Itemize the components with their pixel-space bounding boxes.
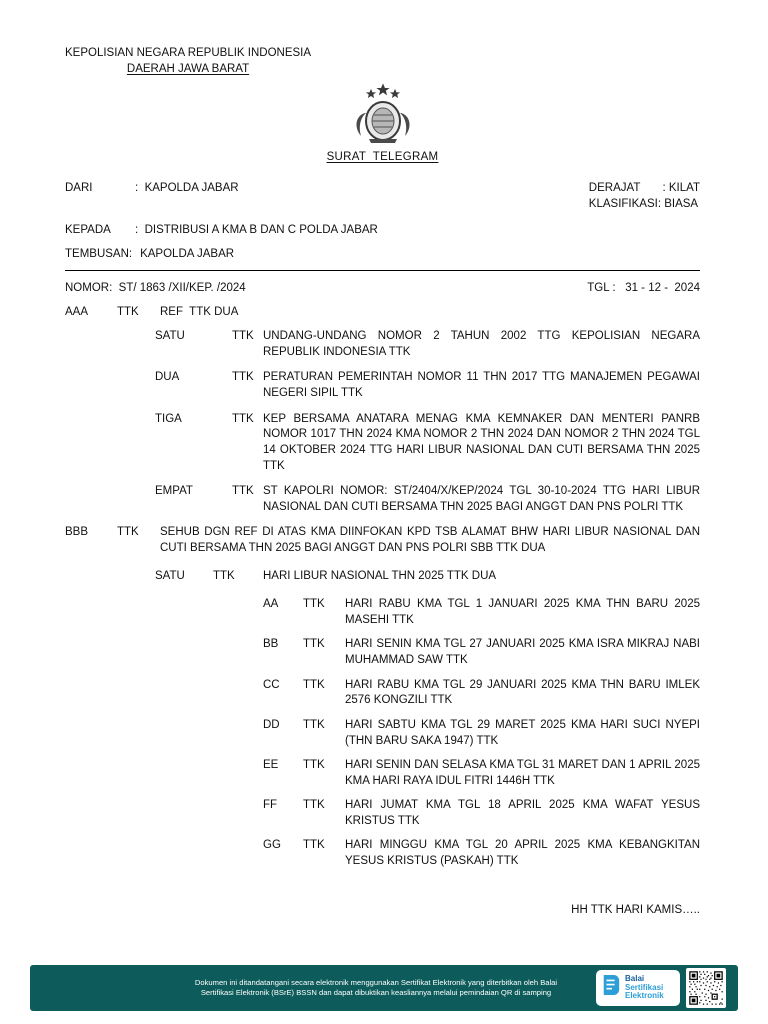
holiday-ttk: TTK: [303, 799, 325, 812]
ref-text: PERATURAN PEMERINTAH NOMOR 11 THN 2017 TTG MANAJEMEN PEGAWAI NEGERI SIPIL TTK: [263, 371, 700, 400]
holiday-label: AA: [263, 598, 279, 611]
bbb-ttk: TTK: [117, 526, 139, 539]
tgl-value: TGL : 31 - 12 - 2024: [587, 281, 700, 294]
telegram-header-fields: [65, 181, 700, 262]
bsre-logo-icon: [601, 972, 621, 1004]
satu2-label: SATU: [155, 569, 185, 582]
dari-label: DARI: [65, 182, 93, 195]
klasifikasi-line: KLASIFIKASI: BIASA: [588, 198, 699, 211]
holiday-ttk: TTK: [303, 758, 325, 771]
field-kepada: [65, 223, 700, 239]
holiday-ttk: TTK: [303, 678, 325, 691]
holiday-label: BB: [263, 638, 279, 651]
field-nomor-tgl: [65, 281, 700, 297]
ref-item-satu: [155, 329, 700, 361]
ref-item-empat: [155, 484, 700, 516]
polri-emblem-logo: [65, 82, 700, 148]
tembusan-value: KAPOLDA JABAR: [140, 247, 235, 260]
ref-label: EMPAT: [155, 485, 193, 498]
bsre-logo: [596, 970, 680, 1006]
ref-text: KEP BERSAMA ANATARA MENAG KMA KEMNAKER DAN MENTERI PANRB NOMOR 1017 THN 2024 KMA NOMOR 2 THN 2024 DAN NOMOR 2 THN 2024 TGL 14 OKTOBER 2024 TTG HARI LIBUR NASIONAL DAN CUTI BERSAMA THN 2025 TTK: [263, 412, 700, 472]
holiday-item-ee: [263, 758, 700, 790]
org-name: KEPOLISIAN NEGARA REPUBLIK INDONESIA: [65, 47, 312, 59]
holiday-label: DD: [263, 718, 280, 731]
holiday-text: HARI RABU KMA TGL 29 JANUARI 2025 KMA THN BARU IMLEK 2576 KONGZILI TTK: [345, 678, 700, 707]
holiday-label: GG: [263, 839, 281, 852]
holiday-item-cc: [263, 678, 700, 710]
kepada-value: : DISTRIBUSI A KMA B DAN C POLDA JABAR: [135, 224, 378, 237]
holiday-item-dd: [263, 718, 700, 750]
ref-text: ST KAPOLRI NOMOR: ST/2404/X/KEP/2024 TGL 30-10-2024 TTG HARI LIBUR NASIONAL DAN CUTI BERSAMA THN 2025 BAGI ANGGT DAN PNS POLRI TTK: [263, 485, 700, 514]
kepada-label: KEPADA: [65, 224, 111, 237]
holiday-item-bb: [263, 637, 700, 669]
letterhead: [65, 46, 311, 78]
aaa-ttk: TTK: [117, 305, 139, 318]
bbb-label: BBB: [65, 526, 89, 539]
qr-code: [686, 968, 726, 1008]
holiday-item-ff: [263, 798, 700, 830]
page-continuation-catchword: HH TTK HARI KAMIS…..: [571, 903, 700, 916]
bbb-text: SEHUB DGN REF DI ATAS KMA DIINFOKAN KPD TSB ALAMAT BHW HARI LIBUR NASIONAL DAN CUTI BERSAMA THN 2025 BAGI ANGGT DAN PNS POLRI SBB TTK DUA: [160, 526, 700, 555]
bsre-logo-text: [625, 975, 664, 1001]
ref-text: UNDANG-UNDANG NOMOR 2 TAHUN 2002 TTG KEPOLISIAN NEGARA REPUBLIK INDONESIA TTK: [263, 330, 700, 359]
ref-item-tiga: [155, 412, 700, 475]
holiday-label: CC: [263, 678, 280, 691]
ref-ttk: TTK: [232, 330, 254, 343]
satu2-text: HARI LIBUR NASIONAL THN 2025 TTK DUA: [263, 569, 497, 582]
tembusan-label: TEMBUSAN:: [65, 247, 133, 260]
holiday-label: EE: [263, 758, 279, 771]
aaa-text: REF TTK DUA: [160, 305, 239, 318]
disclaimer-line1: Dokumen ini ditandatangani secara elektronik menggunakan Sertifikat Elektronik yang diterbitkan oleh Balai: [194, 977, 558, 987]
holiday-ttk: TTK: [303, 598, 325, 611]
ref-label: DUA: [155, 371, 180, 384]
nomor-value: NOMOR: ST/ 1863 /XII/KEP. /2024: [65, 281, 246, 294]
document-title: SURAT TELEGRAM: [326, 150, 439, 163]
holiday-item-gg: [263, 838, 700, 870]
holiday-text: HARI SENIN DAN SELASA KMA TGL 31 MARET DAN 1 APRIL 2025 KMA HARI RAYA IDUL FITRI 1446H TTK: [345, 758, 700, 787]
holiday-text: HARI JUMAT KMA TGL 18 APRIL 2025 KMA WAFAT YESUS KRISTUS TTK: [345, 799, 700, 827]
holiday-text: HARI SENIN KMA TGL 27 JANUARI 2025 KMA ISRA MIKRAJ NABI MUHAMMAD SAW TTK: [345, 638, 700, 667]
org-region: DAERAH JAWA BARAT: [126, 62, 250, 75]
bsre-logo-line1: Balai: [625, 973, 645, 983]
holiday-text: HARI MINGGU KMA TGL 20 APRIL 2025 KMA KEBANGKITAN YESUS KRISTUS (PASKAH) TTK: [345, 839, 700, 868]
signature-disclaimer: [166, 978, 586, 999]
aaa-label: AAA: [65, 305, 89, 318]
holiday-item-aa: [263, 597, 700, 629]
holiday-text: HARI SABTU KMA TGL 29 MARET 2025 KMA HARI SUCI NYEPI (THN BARU SAKA 1947) TTK: [345, 718, 700, 747]
header-divider-line: [65, 270, 700, 271]
holiday-text: HARI RABU KMA TGL 1 JANUARI 2025 KMA THN BARU 2025 MASEHI TTK: [345, 598, 700, 627]
ref-ttk: TTK: [232, 371, 254, 384]
ref-ttk: TTK: [232, 412, 254, 425]
section-satu-holidays: [155, 569, 700, 585]
derajat-line: DERAJAT : KILAT: [588, 182, 700, 195]
ref-label: SATU: [155, 330, 185, 343]
holiday-label: FF: [263, 799, 278, 812]
holiday-ttk: TTK: [303, 718, 325, 731]
field-tembusan: [65, 247, 700, 263]
bsre-logo-line3: Elektronik: [625, 991, 664, 1001]
field-derajat-klasifikasi: [589, 181, 700, 213]
holiday-ttk: TTK: [303, 839, 325, 852]
section-aaa: [65, 305, 700, 321]
disclaimer-line2: Sertifikasi Elektronik (BSrE) BSSN dan dapat dibuktikan keasliannya melalui pemindaian QR di samping: [200, 988, 552, 997]
dari-value: : KAPOLDA JABAR: [135, 182, 239, 195]
ref-ttk: TTK: [232, 485, 254, 498]
holiday-ttk: TTK: [303, 638, 325, 651]
bsre-logo-line2: Sertifikasi: [625, 982, 664, 992]
ref-label: TIGA: [155, 412, 182, 425]
electronic-signature-footer: [30, 965, 738, 1011]
satu2-ttk: TTK: [213, 569, 235, 582]
ref-item-dua: [155, 370, 700, 402]
section-bbb: [65, 525, 700, 557]
